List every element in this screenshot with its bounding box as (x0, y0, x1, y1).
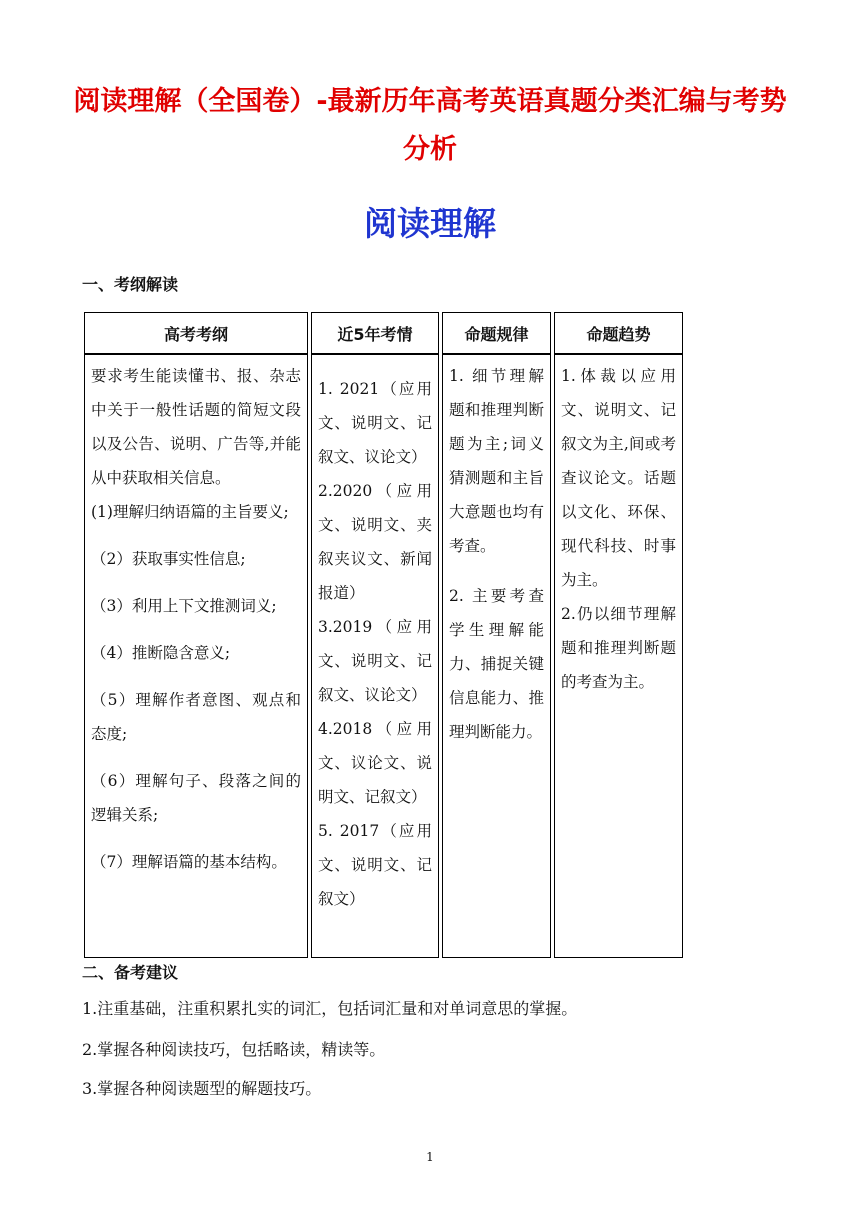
section-heading-advice: 二、备考建议 (82, 963, 179, 982)
table-row (84, 354, 683, 958)
cell-syllabus (84, 354, 308, 958)
syllabus-item: （3）利用上下文推测词义; (91, 597, 277, 615)
pattern-item: 1. 细节理解题和推理判断题为主;词义猜测题和主旨大意题也均有考查。 (449, 367, 544, 555)
document-title-line1: 阅读理解（全国卷）-最新历年高考英语真题分类汇编与考势 (73, 86, 787, 117)
table-header-row (84, 312, 683, 354)
header-trends: 命题趋势 (554, 312, 683, 354)
header-patterns: 命题规律 (442, 312, 551, 354)
exam-year-item: 4.2018（应用文、议论文、说明文、记叙文） (318, 720, 432, 806)
advice-item: 1.注重基础，注重积累扎实的词汇，包括词汇量和对单词意思的掌握。 (82, 999, 578, 1018)
syllabus-item: （6）理解句子、段落之间的逻辑关系; (91, 772, 301, 824)
page-number: 1 (426, 1150, 434, 1164)
trend-item: 1.体裁以应用文、说明文、记叙文为主,间或考查议论文。话题以文化、环保、现代科技、时事为主。 (561, 367, 676, 589)
section-heading-syllabus: 一、考纲解读 (82, 275, 179, 294)
syllabus-item: （2）获取事实性信息; (91, 550, 246, 568)
document-title-line2: 分析 (403, 134, 457, 165)
syllabus-item: （4）推断隐含意义; (91, 644, 231, 662)
header-recent-exams: 近5年考情 (311, 312, 439, 354)
syllabus-item: (1)理解归纳语篇的主旨要义; (91, 503, 289, 521)
advice-item: 2.掌握各种阅读技巧，包括略读，精读等。 (82, 1040, 386, 1059)
header-syllabus: 高考考纲 (84, 312, 308, 354)
exam-year-item: 3.2019（应用文、说明文、记叙文、议论文） (318, 618, 432, 704)
trend-item: 2.仍以细节理解题和推理判断题的考查为主。 (561, 605, 676, 691)
advice-item: 3.掌握各种阅读题型的解题技巧。 (82, 1079, 322, 1098)
syllabus-table (81, 312, 686, 958)
pattern-item: 2. 主要考查学生理解能力、捕捉关键信息能力、推理判断能力。 (449, 587, 544, 741)
cell-recent-exams (311, 354, 439, 958)
document-subtitle: 阅读理解 (364, 204, 496, 243)
exam-year-item: 1. 2021（应用文、说明文、记叙文、议论文） (318, 380, 432, 466)
exam-year-item: 5. 2017（应用文、说明文、记叙文） (318, 822, 432, 908)
syllabus-intro: 要求考生能读懂书、报、杂志中关于一般性话题的简短文段以及公告、说明、广告等,并能从中获取相关信息。 (91, 367, 301, 487)
syllabus-item: （7）理解语篇的基本结构。 (91, 853, 287, 871)
syllabus-item: （5）理解作者意图、观点和态度; (91, 691, 301, 743)
cell-trends (554, 354, 683, 958)
cell-patterns (442, 354, 551, 958)
exam-year-item: 2.2020（应用文、说明文、夹叙夹议文、新闻报道） (318, 482, 432, 602)
